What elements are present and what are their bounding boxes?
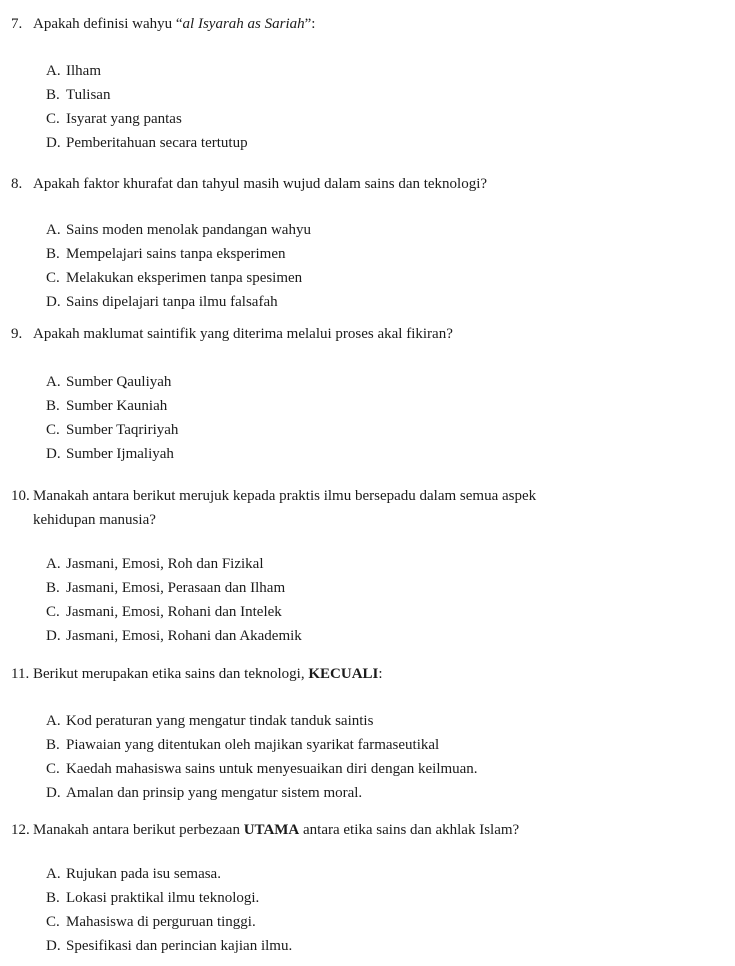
option-b [46,736,478,760]
option-letter: D. [46,446,61,462]
option-d [46,784,478,808]
option-text: Mahasiswa di perguruan tinggi. [66,914,256,930]
option-text: Lokasi praktikal ilmu teknologi. [66,890,260,906]
option-text: Melakukan eksperimen tanpa spesimen [66,270,303,286]
option-letter: B. [46,398,60,414]
option-c [46,760,478,784]
option-text: Isyarat yang pantas [66,111,182,127]
options-list [46,712,478,808]
option-text: Mempelajari sains tanpa eksperimen [66,246,286,262]
option-letter: A. [46,556,61,572]
option-c [46,421,178,445]
option-text: Kod peraturan yang mengatur tindak tanduk saintis [66,713,374,729]
option-letter: A. [46,222,61,238]
option-text: Sumber Ijmaliyah [66,446,174,462]
option-d [46,293,311,317]
question-number: 9. [11,326,23,342]
question-stem: 11. Berikut merupakan etika sains dan teknologi, KECUALI: [11,666,383,682]
option-text: Amalan dan prinsip yang mengatur sistem moral. [66,785,363,801]
option-letter: A. [46,374,61,390]
question-number: 7. [11,16,23,32]
option-letter: B. [46,246,60,262]
option-b [46,245,311,269]
option-text: Jasmani, Emosi, Rohani dan Akademik [66,628,302,644]
question-stem: 7. Apakah definisi wahyu “al Isyarah as Sariah”: [11,16,316,32]
option-a [46,712,478,736]
option-c [46,110,248,134]
option-d [46,134,248,158]
option-b [46,86,248,110]
option-c [46,269,311,293]
option-text: Sumber Kauniah [66,398,168,414]
option-text: Sumber Taqririyah [66,422,179,438]
option-letter: D. [46,628,61,644]
option-letter: C. [46,761,60,777]
option-letter: B. [46,580,60,596]
option-letter: B. [46,737,60,753]
option-text: Kaedah mahasiswa sains untuk menyesuaikan diri dengan keilmuan. [66,761,478,777]
option-c [46,603,302,627]
question-stem: 12. Manakah antara berikut perbezaan UTAMA antara etika sains dan akhlak Islam? [11,822,520,838]
option-d [46,937,292,961]
option-c [46,913,292,937]
option-letter: B. [46,87,60,103]
option-text: Sains dipelajari tanpa ilmu falsafah [66,294,278,310]
option-text: Jasmani, Emosi, Rohani dan Intelek [66,604,282,620]
option-letter: D. [46,135,61,151]
option-letter: C. [46,111,60,127]
option-d [46,627,302,651]
option-d [46,445,178,469]
option-a [46,865,292,889]
question-number: 12. [11,822,30,838]
option-text: Ilham [66,63,101,79]
option-a [46,555,302,579]
option-b [46,889,292,913]
option-a [46,221,311,245]
options-list [46,865,292,961]
option-letter: C. [46,604,60,620]
option-a [46,373,178,397]
option-letter: C. [46,914,60,930]
question-stem: 10. Manakah antara berikut merujuk kepada praktis ilmu bersepadu dalam semua aspek kehidupan manusia? [11,488,537,528]
question-number: 10. [11,488,30,504]
option-letter: D. [46,785,61,801]
option-text: Piawaian yang ditentukan oleh majikan syarikat farmaseutikal [66,737,440,753]
options-list [46,373,178,469]
options-list [46,555,302,651]
question-stem: 9. Apakah maklumat saintifik yang diterima melalui proses akal fikiran? [11,326,453,342]
option-text: Sumber Qauliyah [66,374,172,390]
option-text: Pemberitahuan secara tertutup [66,135,248,151]
options-list [46,62,248,158]
option-text: Spesifikasi dan perincian kajian ilmu. [66,938,293,954]
option-b [46,397,178,421]
question-number: 8. [11,176,23,192]
option-letter: D. [46,938,61,954]
option-text: Jasmani, Emosi, Perasaan dan Ilham [66,580,286,596]
option-letter: D. [46,294,61,310]
option-letter: C. [46,422,60,438]
question-stem: 8. Apakah faktor khurafat dan tahyul masih wujud dalam sains dan teknologi? [11,176,488,192]
options-list [46,221,311,317]
option-text: Jasmani, Emosi, Roh dan Fizikal [66,556,264,572]
option-letter: B. [46,890,60,906]
option-letter: A. [46,63,61,79]
option-text: Tulisan [66,87,111,103]
option-letter: A. [46,866,61,882]
option-a [46,62,248,86]
question-number: 11. [11,666,30,682]
option-text: Rujukan pada isu semasa. [66,866,221,882]
option-text: Sains moden menolak pandangan wahyu [66,222,311,238]
option-b [46,579,302,603]
option-letter: A. [46,713,61,729]
option-letter: C. [46,270,60,286]
